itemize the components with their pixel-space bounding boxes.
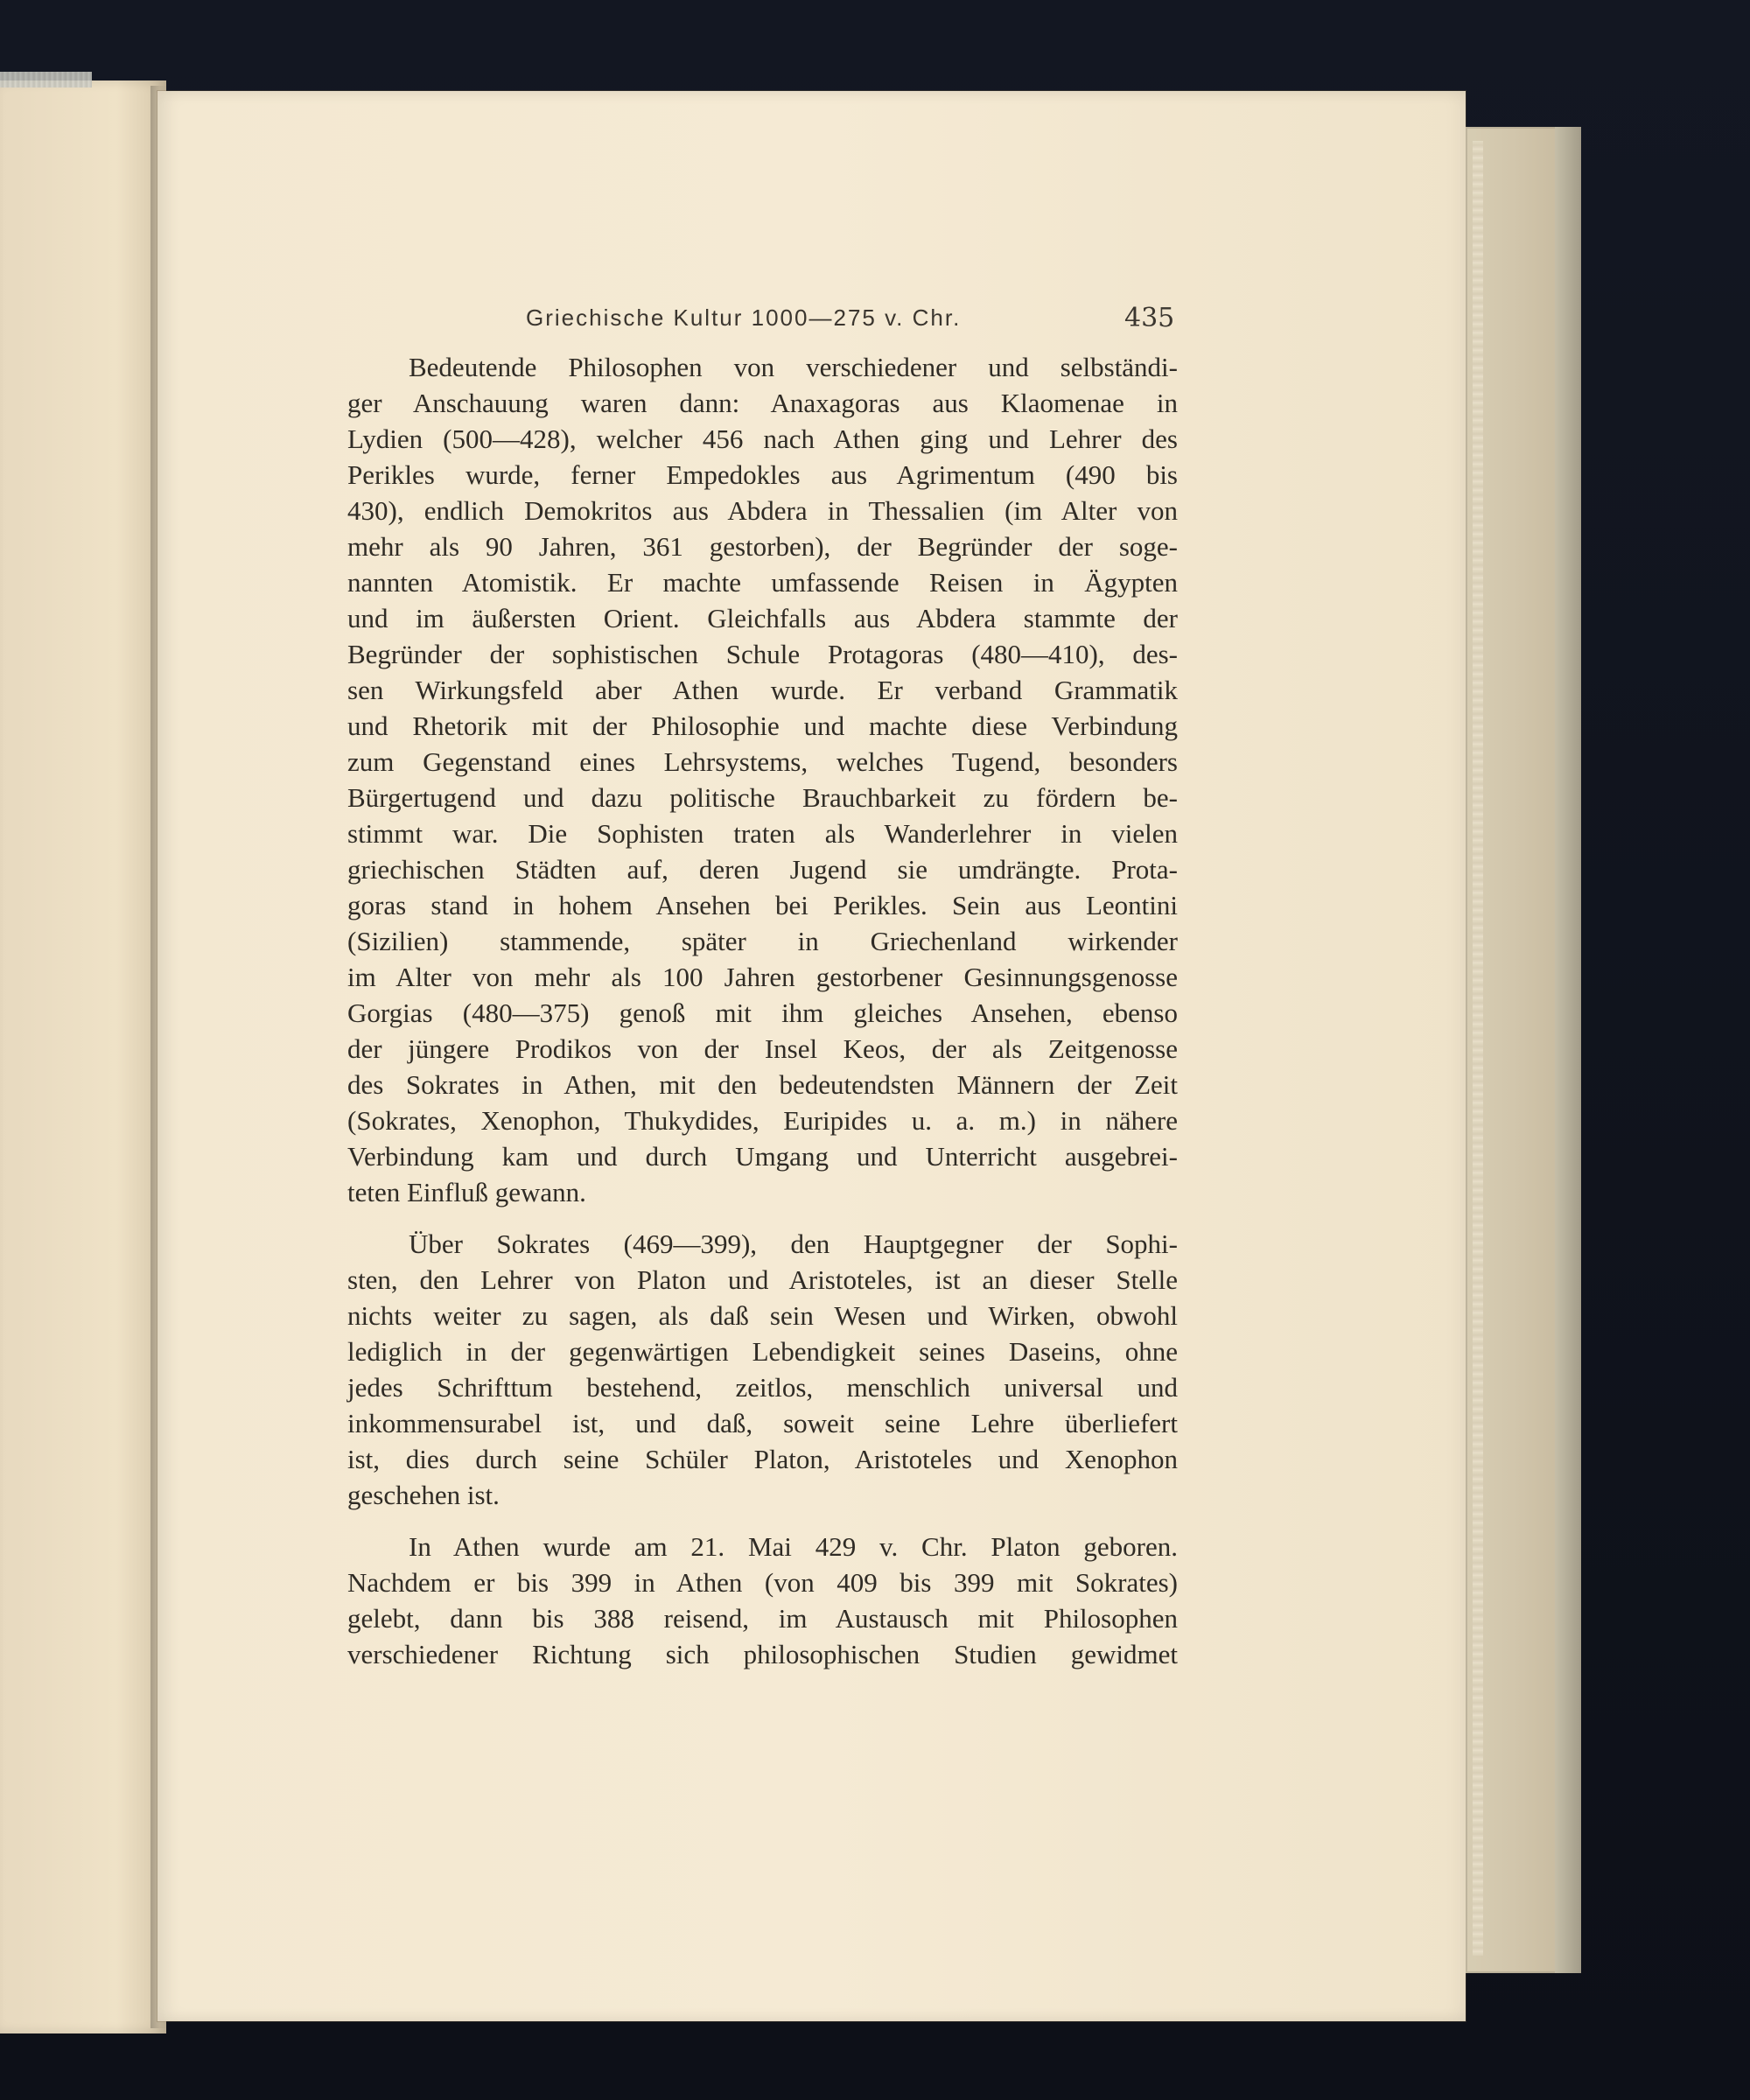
text-line: Über Sokrates (469—399), den Hauptgegner der Sophi- xyxy=(409,1228,1178,1259)
text-line: Nachdem er bis 399 in Athen (von 409 bis 399 mit Sokrates) xyxy=(347,1567,1178,1598)
page-text xyxy=(347,349,1178,1672)
text-line: im Alter von mehr als 100 Jahren gestorbener Gesinnungsgenosse xyxy=(347,962,1178,992)
text-line: Bürgertugend und dazu politische Brauchbarkeit zu fördern be- xyxy=(347,782,1178,813)
text-line: (Sizilien) stammende, später in Griechenland wirkender xyxy=(347,926,1178,956)
text-line: sten, den Lehrer von Platon und Aristoteles, ist an dieser Stelle xyxy=(347,1264,1178,1295)
text-line: Gorgias (480—375) genoß mit ihm gleiches Ansehen, ebenso xyxy=(347,998,1178,1028)
paragraph-1 xyxy=(347,349,1178,1210)
running-head: Griechische Kultur 1000—275 v. Chr. xyxy=(526,304,962,331)
text-line: Verbindung kam und durch Umgang und Unterricht ausgebrei- xyxy=(347,1141,1178,1172)
text-line: stimmt war. Die Sophisten traten als Wanderlehrer in vielen xyxy=(347,818,1178,849)
text-line: (Sokrates, Xenophon, Thukydides, Euripides u. a. m.) in nähere xyxy=(347,1105,1178,1136)
text-line: nannten Atomistik. Er machte umfassende Reisen in Ägypten xyxy=(347,567,1178,598)
text-line: teten Einfluß gewann. xyxy=(347,1177,586,1208)
text-line: des Sokrates in Athen, mit den bedeutendsten Männern der Zeit xyxy=(347,1069,1178,1100)
text-line: Lydien (500—428), welcher 456 nach Athen ging und Lehrer des xyxy=(347,424,1178,454)
text-line: nichts weiter zu sagen, als daß sein Wesen und Wirken, obwohl xyxy=(347,1300,1178,1331)
text-line: Begründer der sophistischen Schule Protagoras (480—410), des- xyxy=(347,639,1178,669)
page-number: 435 xyxy=(1124,303,1175,333)
text-line: und Rhetorik mit der Philosophie und machte diese Verbindung xyxy=(347,710,1178,741)
text-line: In Athen wurde am 21. Mai 429 v. Chr. Platon geboren. xyxy=(409,1531,1178,1562)
text-line: Bedeutende Philosophen von verschiedener und selbständi- xyxy=(409,352,1178,382)
text-line: Perikles wurde, ferner Empedokles aus Agrimentum (490 bis xyxy=(347,459,1178,490)
paragraph-3 xyxy=(347,1529,1178,1672)
text-line: 430), endlich Demokritos aus Abdera in Thessalien (im Alter von xyxy=(347,495,1178,526)
text-line: sen Wirkungsfeld aber Athen wurde. Er verband Grammatik xyxy=(347,675,1178,705)
left-page xyxy=(0,80,166,2034)
text-line: zum Gegenstand eines Lehrsystems, welches Tugend, besonders xyxy=(347,746,1178,777)
text-line: geschehen ist. xyxy=(347,1480,500,1510)
text-line: griechischen Städten auf, deren Jugend sie umdrängte. Prota- xyxy=(347,854,1178,885)
text-line: verschiedener Richtung sich philosophischen Studien gewidmet xyxy=(347,1639,1178,1670)
left-page-edge xyxy=(0,72,92,88)
text-line: gelebt, dann bis 388 reisend, im Austausch mit Philosophen xyxy=(347,1603,1178,1634)
text-line: und im äußersten Orient. Gleichfalls aus Abdera stammte der xyxy=(347,603,1178,634)
text-line: goras stand in hohem Ansehen bei Perikles. Sein aus Leontini xyxy=(347,890,1178,920)
text-line: jedes Schrifttum bestehend, zeitlos, menschlich universal und xyxy=(347,1372,1178,1403)
text-line: ger Anschauung waren dann: Anaxagoras aus Klaomenae in xyxy=(347,388,1178,418)
text-line: ist, dies durch seine Schüler Platon, Aristoteles und Xenophon xyxy=(347,1444,1178,1474)
book-page-block xyxy=(1466,127,1581,1973)
text-line: lediglich in der gegenwärtigen Lebendigkeit seines Daseins, ohne xyxy=(347,1336,1178,1367)
paragraph-2 xyxy=(347,1226,1178,1513)
text-line: der jüngere Prodikos von der Insel Keos, der als Zeitgenosse xyxy=(347,1033,1178,1064)
text-line: inkommensurabel ist, und daß, soweit seine Lehre überliefert xyxy=(347,1408,1178,1438)
text-line: mehr als 90 Jahren, 361 gestorben), der Begründer der soge- xyxy=(347,531,1178,562)
